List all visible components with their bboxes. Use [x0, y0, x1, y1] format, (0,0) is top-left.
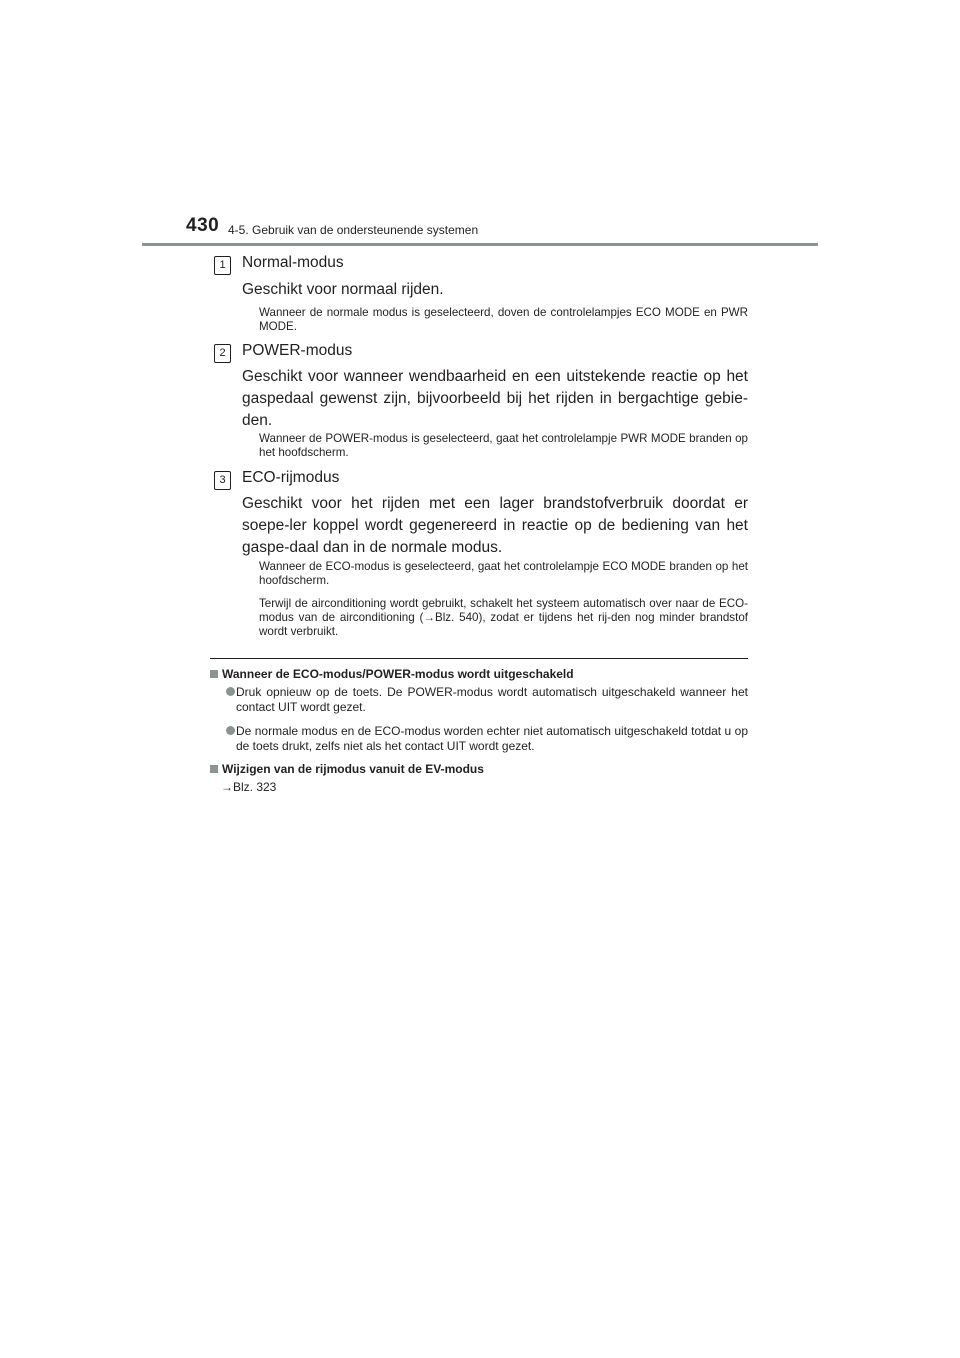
- mode-note: Wanneer de normale modus is geselecteerd, doven de controlelampjes ECO MODE en PWR MODE.: [259, 306, 748, 333]
- mode-title: ECO-rijmodus: [242, 469, 340, 486]
- mode-description: Geschikt voor wanneer wendbaarheid en een uitstekende reactie op het gaspedaal gewenst zijn, bijvoorbeeld bij het rijden in bergachtige gebie-den.: [242, 368, 748, 429]
- info-bullet: [226, 724, 748, 754]
- bullet-dot-icon: [226, 726, 235, 735]
- mode-description: Geschikt voor het rijden met een lager brandstofverbruik doordat er soepe-ler koppel wordt gegenereerd in reactie op de bediening van het gaspe-daal dan in de normale modus.: [242, 495, 748, 556]
- mode-note: Terwijl de airconditioning wordt gebruikt, schakelt het systeem automatisch over naar de ECO-modus van de airconditioning (→Blz. 540), zodat er tijdens het rij-den nog minder brandstof wordt verbruikt.: [259, 597, 748, 638]
- bullet-dot-icon: [226, 687, 235, 696]
- mode-number-badge: 2: [214, 344, 231, 363]
- page-reference: →Blz. 323: [221, 780, 277, 794]
- info-heading: [210, 762, 484, 776]
- page-number: 430: [186, 215, 220, 236]
- info-bullet-text: Druk opnieuw op de toets. De POWER-modus wordt automatisch uitgeschakeld wanneer het contact UIT wordt gezet.: [236, 685, 748, 714]
- mode-title: POWER-modus: [242, 342, 353, 359]
- section-title: 4-5. Gebruik van de ondersteunende systemen: [228, 223, 479, 237]
- mode-title: Normal-modus: [242, 254, 344, 271]
- section-divider: [210, 658, 748, 659]
- info-bullet: [226, 685, 748, 715]
- mode-number-badge: 1: [214, 256, 231, 275]
- square-bullet-icon: [210, 670, 218, 678]
- header-rule: [142, 243, 818, 246]
- info-bullet-text: De normale modus en de ECO-modus worden echter niet automatisch uitgeschakeld totdat u op de toets drukt, zelfs niet als het contact UIT wordt gezet.: [236, 724, 748, 753]
- square-bullet-icon: [210, 765, 218, 773]
- mode-description: Geschikt voor normaal rijden.: [242, 281, 444, 298]
- info-heading-text: Wanneer de ECO-modus/POWER-modus wordt uitgeschakeld: [222, 667, 574, 681]
- info-heading-text: Wijzigen van de rijmodus vanuit de EV-modus: [222, 762, 484, 776]
- mode-number-badge: 3: [214, 471, 231, 490]
- mode-note: Wanneer de ECO-modus is geselecteerd, gaat het controlelampje ECO MODE branden op het hoofdscherm.: [259, 560, 748, 587]
- mode-note: Wanneer de POWER-modus is geselecteerd, gaat het controlelampje PWR MODE branden op het hoofdscherm.: [259, 432, 748, 459]
- info-heading: [210, 667, 574, 681]
